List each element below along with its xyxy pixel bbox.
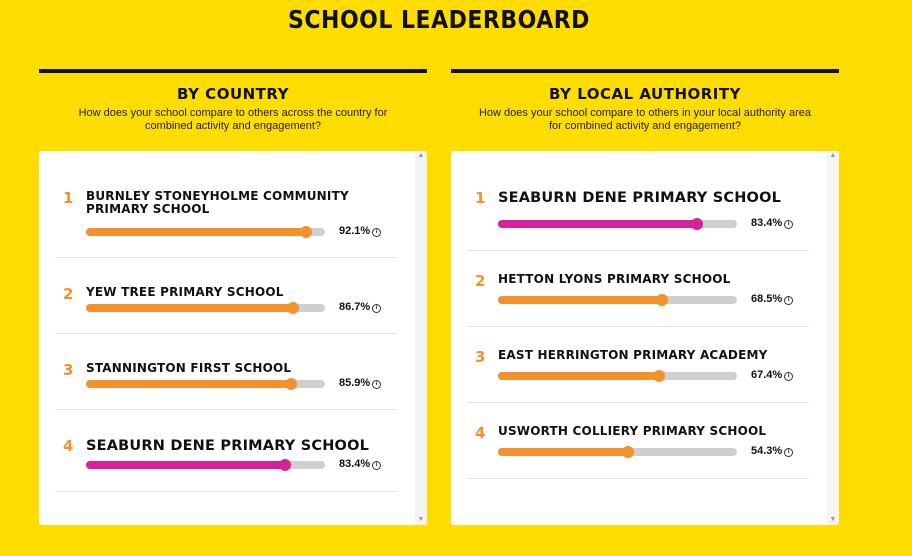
leaderboard-row-highlighted: [467, 151, 809, 251]
scroll-down-arrow-icon[interactable]: ▼: [829, 516, 837, 523]
score-bar: [498, 220, 737, 228]
school-name: YEW TREE PRIMARY SCHOOL: [86, 285, 284, 299]
school-name: SEABURN DENE PRIMARY SCHOOL: [498, 190, 782, 206]
school-name: SEABURN DENE PRIMARY SCHOOL: [86, 438, 370, 454]
rank-number: 2: [475, 272, 486, 290]
info-icon[interactable]: i: [372, 461, 381, 470]
score-percent: 83.4% i: [751, 217, 793, 229]
leaderboard-list: [55, 151, 397, 492]
score-bar-fill: [86, 461, 285, 469]
score-percent: 92.1% i: [339, 225, 381, 237]
info-icon[interactable]: i: [784, 220, 793, 229]
leaderboard-row-highlighted: [55, 410, 397, 492]
score-percent: 83.4% i: [339, 458, 381, 470]
score-bar-fill: [86, 304, 293, 312]
score-bar-fill: [498, 372, 659, 380]
leaderboard-row: [467, 327, 809, 403]
rank-number: 1: [475, 189, 486, 207]
score-bar-fill: [86, 380, 291, 388]
info-icon[interactable]: i: [784, 372, 793, 381]
score-bar: [86, 461, 325, 469]
section-divider: [39, 69, 427, 73]
score-bar-knob: [691, 218, 703, 230]
info-icon[interactable]: i: [784, 448, 793, 457]
school-name: BURNLEY STONEYHOLME COMMUNITY PRIMARY SCHOOL: [86, 189, 349, 216]
info-icon[interactable]: i: [784, 296, 793, 305]
section-heading: BY COUNTRY: [176, 85, 289, 103]
rank-number: 4: [475, 424, 486, 442]
score-bar-fill: [498, 296, 662, 304]
score-bar-fill: [86, 228, 306, 236]
score-percent: 67.4% i: [751, 369, 793, 381]
local-authority-leaderboard-panel[interactable]: [451, 151, 839, 525]
info-icon[interactable]: i: [372, 380, 381, 389]
info-icon[interactable]: i: [372, 304, 381, 313]
scroll-up-arrow-icon[interactable]: ▲: [417, 152, 425, 159]
page-title: SCHOOL LEADERBOARD: [288, 6, 590, 35]
rank-number: 1: [63, 189, 74, 207]
scroll-up-arrow-icon[interactable]: ▲: [829, 152, 837, 159]
scrollbar[interactable]: [827, 151, 839, 525]
leaderboard-row: [467, 251, 809, 327]
school-name: USWORTH COLLIERY PRIMARY SCHOOL: [498, 424, 767, 438]
rank-number: 3: [475, 348, 486, 366]
school-name: HETTON LYONS PRIMARY SCHOOL: [498, 272, 731, 286]
scrollbar[interactable]: [415, 151, 427, 525]
score-bar: [86, 228, 325, 236]
score-bar-knob: [285, 378, 297, 390]
rank-number: 4: [63, 437, 74, 455]
school-name: EAST HERRINGTON PRIMARY ACADEMY: [498, 348, 768, 362]
school-name: STANNINGTON FIRST SCHOOL: [86, 361, 292, 375]
leaderboard-list: [467, 151, 809, 479]
section-divider: [451, 69, 839, 73]
score-percent: 68.5% i: [751, 293, 793, 305]
score-bar-knob: [279, 459, 291, 471]
score-percent: 85.9% i: [339, 377, 381, 389]
score-bar-fill: [498, 220, 697, 228]
country-leaderboard-panel[interactable]: [39, 151, 427, 525]
score-bar: [86, 304, 325, 312]
section-description: How does your school compare to others across the country for combined activity and engagement?: [78, 107, 388, 132]
score-bar: [498, 372, 737, 380]
score-bar-fill: [498, 448, 628, 456]
info-icon[interactable]: i: [372, 228, 381, 237]
leaderboard-row: [55, 258, 397, 334]
leaderboard-row: [55, 334, 397, 410]
scroll-down-arrow-icon[interactable]: ▼: [417, 516, 425, 523]
rank-number: 2: [63, 285, 74, 303]
score-bar: [86, 380, 325, 388]
section-heading: BY LOCAL AUTHORITY: [549, 85, 741, 103]
score-bar-knob: [300, 226, 312, 238]
score-bar: [498, 448, 737, 456]
score-bar: [498, 296, 737, 304]
section-description: How does your school compare to others in your local authority area for combined activity and engagement?: [478, 107, 811, 132]
score-bar-knob: [653, 370, 665, 382]
score-bar-knob: [656, 294, 668, 306]
score-bar-knob: [287, 302, 299, 314]
leaderboard-row: [55, 151, 397, 258]
leaderboard-row: [467, 403, 809, 479]
by-local-authority-section: [451, 69, 839, 523]
score-bar-knob: [622, 446, 634, 458]
score-percent: 54.3% i: [751, 445, 793, 457]
by-country-section: [39, 69, 427, 523]
score-percent: 86.7% i: [339, 301, 381, 313]
rank-number: 3: [63, 361, 74, 379]
